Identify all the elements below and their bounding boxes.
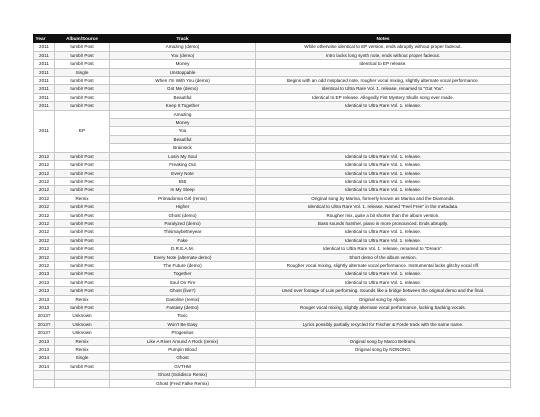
cell-notes[interactable]: Rougher mix, quite a bit shorter than the album version.	[256, 211, 511, 219]
cell-source[interactable]: tumblr Post	[55, 270, 110, 278]
cell-notes[interactable]: Original song by Alpine.	[256, 295, 511, 303]
cell-notes[interactable]: Identical to Ultra Rare Vol. 1. release.	[256, 177, 511, 185]
cell-track[interactable]: In My Sleep	[110, 186, 256, 194]
cell-source[interactable]: tumblr Post	[55, 287, 110, 295]
cell-source[interactable]: Unknown	[55, 312, 110, 320]
cell-source[interactable]: tumblr Post	[55, 236, 110, 244]
cell-source[interactable]: tumblr Post	[55, 261, 110, 269]
cell-notes[interactable]	[256, 312, 511, 320]
cell-year[interactable]: 2011	[34, 43, 55, 51]
cell-year[interactable]: 2012	[34, 211, 55, 219]
cell-year[interactable]: 2012	[34, 203, 55, 211]
header-source[interactable]: Album/Source	[55, 35, 110, 43]
cell-year[interactable]: 2012	[34, 186, 55, 194]
cell-track[interactable]: Pumpin Blood	[110, 346, 256, 354]
cell-track[interactable]: Thismaybetheyear	[110, 228, 256, 236]
cell-source[interactable]: Single	[55, 354, 110, 362]
cell-notes[interactable]: Identical to Ultra Rare Vol. 1. release, renamed to "Dream".	[256, 245, 511, 253]
cell-notes[interactable]: Rougher vocal mixing, slightly alternate vocal performance. Instrumental lacks glitchy vocal riff.	[256, 261, 511, 269]
cell-track[interactable]: Brainsick	[110, 144, 256, 152]
cell-source[interactable]: Unknown	[55, 320, 110, 328]
table-row	[34, 287, 511, 295]
table-row	[34, 270, 511, 278]
track-table	[33, 34, 511, 388]
cell-notes[interactable]: Original song by Marina, formerly known as Marina and the Diamonds.	[256, 194, 511, 202]
cell-track[interactable]: You (demo)	[110, 51, 256, 59]
table-row	[34, 337, 511, 345]
cell-notes[interactable]: Intro lacks long synth note, ends without proper fadeout.	[256, 51, 511, 59]
header-notes[interactable]: Notes	[256, 35, 511, 43]
cell-track[interactable]: Gasoline (remix)	[110, 295, 256, 303]
cell-track[interactable]: Ghost	[110, 354, 256, 362]
cell-year[interactable]: 2013	[34, 337, 55, 345]
cell-source[interactable]: tumblr Post	[55, 77, 110, 85]
cell-track[interactable]: Primadonna Girl (remix)	[110, 194, 256, 202]
cell-year[interactable]: 2013	[34, 287, 55, 295]
cell-track[interactable]: Won't Be Easy	[110, 320, 256, 328]
cell-source[interactable]: tumblr Post	[55, 245, 110, 253]
cell-notes[interactable]: Identical to Ultra Rare Vol. 1. release.	[256, 102, 511, 110]
cell-track[interactable]: Ghost (Fred Falke Remix)	[110, 379, 256, 387]
cell-source[interactable]: tumblr Post	[55, 43, 110, 51]
cell-year[interactable]: 2013	[34, 304, 55, 312]
cell-notes[interactable]: Identical to Ultra Rare Vol. 1. release.	[256, 161, 511, 169]
cell-track[interactable]: Beautiful	[110, 135, 256, 143]
cell-source[interactable]: tumblr Post	[55, 203, 110, 211]
cell-year[interactable]: 2012	[34, 161, 55, 169]
table-row-ep	[34, 110, 511, 118]
cell-notes[interactable]: Identical to Ultra Rare Vol. 1. release.	[256, 169, 511, 177]
table-row	[34, 219, 511, 227]
cell-notes[interactable]: Original song by NONONO.	[256, 346, 511, 354]
table-row	[34, 68, 511, 76]
cell-track[interactable]: When I'm With You (demo)	[110, 77, 256, 85]
cell-track[interactable]: GVTHM	[110, 362, 256, 370]
cell-notes[interactable]: Identical to Ultra Rare Vol. 1. release.	[256, 186, 511, 194]
cell-year[interactable]: 2012	[34, 152, 55, 160]
cell-source[interactable]: tumblr Post	[55, 85, 110, 93]
cell-notes[interactable]	[256, 68, 511, 76]
cell-source[interactable]: tumblr Post	[55, 51, 110, 59]
cell-track[interactable]: The Future (demo)	[110, 261, 256, 269]
cell-notes[interactable]	[256, 135, 511, 143]
cell-notes[interactable]: Lyrics possibly partially recycled for Fischer & Forde track with the same name.	[256, 320, 511, 328]
cell-track[interactable]: Ghost (demo)	[110, 211, 256, 219]
cell-track[interactable]: D.R.E.A.M.	[110, 245, 256, 253]
table-row	[34, 261, 511, 269]
cell-notes[interactable]: Identical to Ultra Rare Vol. 1. release, renamed to "Got You".	[256, 85, 511, 93]
cell-notes[interactable]: Identical to Ultra Rare Vol. 1. release.	[256, 278, 511, 286]
table-row	[34, 93, 511, 101]
table-row	[34, 211, 511, 219]
cell-notes[interactable]: Identical to EP release. Allegedly Fist Mystery Skulls song ever made.	[256, 93, 511, 101]
cell-source[interactable]: tumblr Post	[55, 177, 110, 185]
cell-year[interactable]: 2013?	[34, 312, 55, 320]
table-row	[34, 177, 511, 185]
cell-year[interactable]: 2012	[34, 236, 55, 244]
cell-notes[interactable]: Identical to Ultra Rare Vol. 1. release.	[256, 152, 511, 160]
cell-year[interactable]	[34, 371, 55, 379]
cell-notes[interactable]	[256, 371, 511, 379]
cell-track[interactable]: You	[110, 127, 256, 135]
cell-notes[interactable]	[256, 354, 511, 362]
table-row	[34, 371, 511, 379]
cell-year[interactable]: 2011	[34, 85, 55, 93]
cell-year[interactable]: 2012	[34, 228, 55, 236]
table-row	[34, 161, 511, 169]
cell-track[interactable]: Fake	[110, 236, 256, 244]
cell-year[interactable]: 2013?	[34, 320, 55, 328]
cell-notes[interactable]	[256, 110, 511, 118]
cell-track[interactable]: Like A River Around A Rock (remix)	[110, 337, 256, 345]
cell-source[interactable]: tumblr Post	[55, 161, 110, 169]
cell-track[interactable]: Ghost (Solidisco Remix)	[110, 371, 256, 379]
cell-year[interactable]: 2013	[34, 346, 55, 354]
table-row	[34, 354, 511, 362]
cell-source[interactable]: tumblr Post	[55, 362, 110, 370]
cell-year[interactable]: 2011	[34, 110, 55, 152]
cell-year[interactable]: 2013	[34, 295, 55, 303]
cell-year[interactable]: 2012	[34, 219, 55, 227]
cell-notes[interactable]: Original song by Marco Beltrami.	[256, 337, 511, 345]
table-row	[34, 51, 511, 59]
table-row	[34, 304, 511, 312]
table-row	[34, 77, 511, 85]
cell-track[interactable]: Beautiful	[110, 93, 256, 101]
table-header	[34, 35, 511, 43]
cell-source[interactable]: EP	[55, 110, 110, 152]
cell-year[interactable]: 2011	[34, 60, 55, 68]
cell-year[interactable]: 2011	[34, 51, 55, 59]
table-row	[34, 329, 511, 337]
table-row	[34, 102, 511, 110]
cell-source[interactable]: tumblr Post	[55, 186, 110, 194]
cell-notes[interactable]: Identical to EP release.	[256, 60, 511, 68]
table-row	[34, 85, 511, 93]
cell-track[interactable]: Toxic	[110, 312, 256, 320]
cell-track[interactable]: Losin My Soul	[110, 152, 256, 160]
table-row	[34, 379, 511, 387]
table-row	[34, 312, 511, 320]
cell-year[interactable]: 2012	[34, 169, 55, 177]
cell-notes[interactable]: Short demo of the album version.	[256, 253, 511, 261]
cell-source[interactable]: tumblr Post	[55, 93, 110, 101]
cell-year[interactable]: 2012	[34, 177, 55, 185]
cell-notes[interactable]: Identical to Ultra Rare Vol. 1. release. Named "Feel Free" in the metadata.	[256, 203, 511, 211]
cell-source[interactable]: tumblr Post	[55, 228, 110, 236]
cell-year[interactable]: 2012	[34, 261, 55, 269]
table-row	[34, 278, 511, 286]
cell-year[interactable]: 2014	[34, 354, 55, 362]
cell-notes[interactable]: Identical to Ultra Rare Vol. 1. release.	[256, 236, 511, 244]
cell-source[interactable]: Single	[55, 68, 110, 76]
table-row	[34, 203, 511, 211]
cell-notes[interactable]: Bass sounds harsher, piano is more pronounced. Ends abruptly.	[256, 219, 511, 227]
cell-notes[interactable]	[256, 144, 511, 152]
cell-notes[interactable]: Rouger vocal mixing, slightly alternate vocal performance, lacking backing vocals.	[256, 304, 511, 312]
table-row	[34, 228, 511, 236]
cell-track[interactable]: Amazing (demo)	[110, 43, 256, 51]
table-row	[34, 152, 511, 160]
header-track[interactable]: Track	[110, 35, 256, 43]
cell-track[interactable]: Paralyzed (demo)	[110, 219, 256, 227]
header-year[interactable]: Year	[34, 35, 55, 43]
cell-track[interactable]: Ghost (live?)	[110, 287, 256, 295]
cell-notes[interactable]	[256, 379, 511, 387]
cell-year[interactable]: 2012	[34, 194, 55, 202]
cell-source[interactable]	[55, 379, 110, 387]
cell-source[interactable]: tumblr Post	[55, 253, 110, 261]
cell-year[interactable]: 2011	[34, 102, 55, 110]
cell-notes[interactable]	[256, 119, 511, 127]
cell-track[interactable]: 555	[110, 177, 256, 185]
cell-notes[interactable]: Identical to Ultra Rare Vol. 1. release.	[256, 228, 511, 236]
cell-year[interactable]: 2012	[34, 245, 55, 253]
cell-track[interactable]: Keep It Together	[110, 102, 256, 110]
cell-year[interactable]: 2011	[34, 68, 55, 76]
cell-notes[interactable]: Identical to Ultra Rare Vol. 1. release.	[256, 270, 511, 278]
cell-track[interactable]: Amazing	[110, 110, 256, 118]
cell-year[interactable]: 2014	[34, 362, 55, 370]
cell-track[interactable]: Freaking Out	[110, 161, 256, 169]
cell-year[interactable]: 2011	[34, 77, 55, 85]
cell-notes[interactable]	[256, 362, 511, 370]
cell-track[interactable]: Together	[110, 270, 256, 278]
cell-year[interactable]: 2011	[34, 93, 55, 101]
table-row	[34, 186, 511, 194]
table-row	[34, 169, 511, 177]
table-row	[34, 253, 511, 261]
cell-year[interactable]: 2013	[34, 278, 55, 286]
cell-notes[interactable]	[256, 329, 511, 337]
cell-source[interactable]	[55, 371, 110, 379]
cell-track[interactable]: Soul On Fire	[110, 278, 256, 286]
cell-notes[interactable]: Begins with an odd misplaced note, rougher vocal mixing, slightly alternate vocal performance.	[256, 77, 511, 85]
cell-source[interactable]: tumblr Post	[55, 102, 110, 110]
cell-source[interactable]: tumblr Post	[55, 278, 110, 286]
cell-notes[interactable]: While otherwise identical to EP version, ends abruptly without proper fadeout.	[256, 43, 511, 51]
cell-notes[interactable]	[256, 127, 511, 135]
cell-track[interactable]: Unstoppable	[110, 68, 256, 76]
track-table-container	[33, 34, 510, 388]
table-row	[34, 236, 511, 244]
table-row	[34, 320, 511, 328]
table-row	[34, 60, 511, 68]
cell-source[interactable]: tumblr Post	[55, 211, 110, 219]
cell-source[interactable]: Remix	[55, 194, 110, 202]
cell-track[interactable]: Every Note	[110, 169, 256, 177]
table-row	[34, 194, 511, 202]
table-row	[34, 245, 511, 253]
cell-track[interactable]: Money	[110, 60, 256, 68]
cell-source[interactable]: tumblr Post	[55, 60, 110, 68]
cell-source[interactable]: Remix	[55, 337, 110, 345]
cell-track[interactable]: Progenitus	[110, 329, 256, 337]
cell-source[interactable]: tumblr Post	[55, 169, 110, 177]
table-row	[34, 295, 511, 303]
header-row	[34, 35, 511, 43]
table-row	[34, 43, 511, 51]
cell-year[interactable]: 2013	[34, 270, 55, 278]
cell-track[interactable]: Fantasy (demo)	[110, 304, 256, 312]
cell-track[interactable]: Every Note (alternate demo)	[110, 253, 256, 261]
cell-source[interactable]: tumblr Post	[55, 304, 110, 312]
cell-source[interactable]: Remix	[55, 346, 110, 354]
cell-track[interactable]: Got Me (demo)	[110, 85, 256, 93]
cell-track[interactable]: Money	[110, 119, 256, 127]
table-row	[34, 362, 511, 370]
cell-year[interactable]	[34, 379, 55, 387]
cell-notes[interactable]: Used over footage of Luis performing. Sounds like a bridge between the original demo and the final.	[256, 287, 511, 295]
table-body	[34, 43, 511, 388]
cell-source[interactable]: Remix	[55, 295, 110, 303]
cell-track[interactable]: Higher	[110, 203, 256, 211]
cell-source[interactable]: Unknown	[55, 329, 110, 337]
cell-source[interactable]: tumblr Post	[55, 219, 110, 227]
table-row	[34, 346, 511, 354]
cell-year[interactable]: 2013?	[34, 329, 55, 337]
cell-year[interactable]: 2012	[34, 253, 55, 261]
cell-source[interactable]: tumblr Post	[55, 152, 110, 160]
